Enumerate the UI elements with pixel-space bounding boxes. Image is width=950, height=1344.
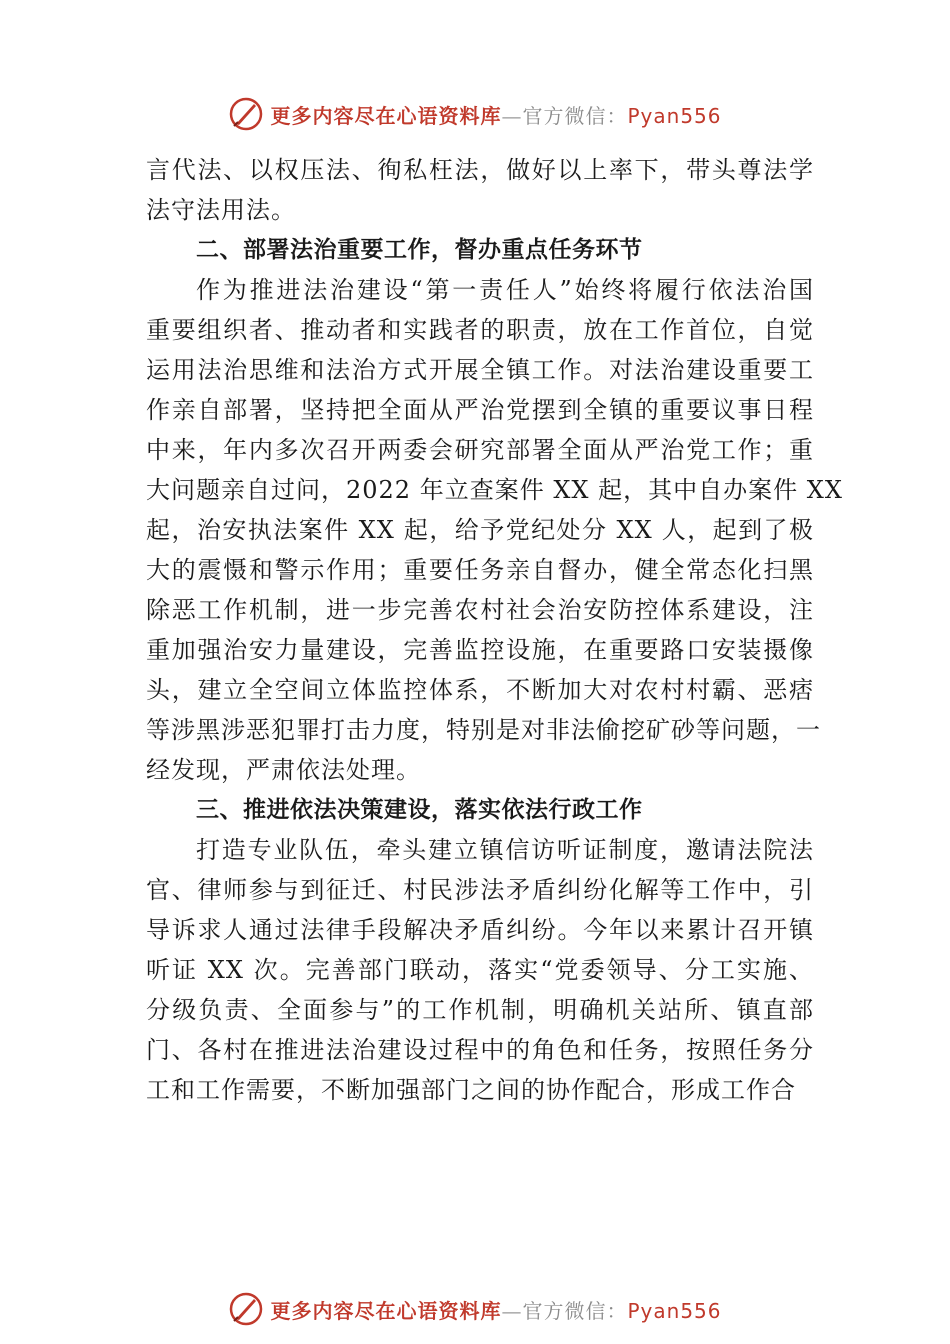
paragraph-line: 听证 XX 次。完善部门联动，落实“党委领导、分工实施、 bbox=[146, 956, 814, 984]
paragraph-line: 重要组织者、推动者和实践者的职责，放在工作首位，自觉 bbox=[146, 316, 814, 344]
banner-dash: — bbox=[501, 1298, 523, 1323]
quill-logo-icon bbox=[228, 1291, 264, 1327]
paragraph-line: 打造专业队伍，牵头建立镇信访听证制度，邀请法院法 bbox=[196, 836, 814, 864]
paragraph-line: 作为推进法治建设“第一责任人”始终将履行依法治国 bbox=[196, 276, 814, 304]
paragraph-line: 门、各村在推进法治建设过程中的角色和任务，按照任务分 bbox=[146, 1036, 814, 1064]
banner-wechat-id: Pyan556 bbox=[627, 1298, 722, 1323]
paragraph-line: 等涉黑涉恶犯罪打击力度，特别是对非法偷挖矿砂等问题，一 bbox=[146, 716, 821, 744]
paragraph-line: 重加强治安力量建设，完善监控设施，在重要路口安装摄像 bbox=[146, 636, 814, 664]
header-banner bbox=[0, 92, 950, 136]
paragraph-line: 言代法、以权压法、徇私枉法，做好以上率下，带头尊法学 bbox=[146, 156, 814, 184]
paragraph-line: 大的震慑和警示作用；重要任务亲自督办，健全常态化扫黑 bbox=[146, 556, 814, 584]
footer-banner bbox=[0, 1287, 950, 1331]
document-body bbox=[146, 150, 843, 1110]
paragraph-line: 工和工作需要，不断加强部门之间的协作配合，形成工作合 bbox=[146, 1076, 796, 1104]
banner-sub-label: 官方微信： bbox=[522, 103, 628, 128]
paragraph-line: 起，治安执法案件 XX 起，给予党纪处分 XX 人，起到了极 bbox=[146, 516, 814, 544]
quill-logo-icon bbox=[228, 96, 264, 132]
paragraph-line: 分级负责、全面参与”的工作机制，明确机关站所、镇直部 bbox=[146, 996, 814, 1024]
banner-label bbox=[270, 100, 721, 129]
paragraph-line: 运用法治思维和法治方式开展全镇工作。对法治建设重要工 bbox=[146, 356, 814, 384]
section-heading: 二、部署法治重要工作，督办重点任务环节 bbox=[196, 237, 643, 263]
paragraph-line: 导诉求人通过法律手段解决矛盾纠纷。今年以来累计召开镇 bbox=[146, 916, 814, 944]
banner-brand: 更多内容尽在心语资料库 bbox=[270, 1298, 502, 1323]
paragraph-line: 作亲自部署，坚持把全面从严治党摆到全镇的重要议事日程 bbox=[146, 396, 814, 424]
banner-wechat-id: Pyan556 bbox=[627, 103, 722, 128]
section-heading: 三、推进依法决策建设，落实依法行政工作 bbox=[196, 797, 643, 823]
banner-dash: — bbox=[501, 103, 523, 128]
paragraph-line: 中来，年内多次召开两委会研究部署全面从严治党工作；重 bbox=[146, 436, 814, 464]
paragraph-line: 大问题亲自过问，2022 年立查案件 XX 起，其中自办案件 XX bbox=[146, 476, 843, 504]
banner-label bbox=[270, 1295, 721, 1324]
paragraph-line: 经发现，严肃依法处理。 bbox=[146, 756, 421, 784]
paragraph-line: 除恶工作机制，进一步完善农村社会治安防控体系建设，注 bbox=[146, 596, 814, 624]
paragraph-line: 头，建立全空间立体监控体系，不断加大对农村村霸、恶痞 bbox=[146, 676, 814, 704]
paragraph-line: 官、律师参与到征迁、村民涉法矛盾纠纷化解等工作中，引 bbox=[146, 876, 814, 904]
paragraph-line: 法守法用法。 bbox=[146, 196, 296, 224]
banner-sub-label: 官方微信： bbox=[522, 1298, 628, 1323]
banner-brand: 更多内容尽在心语资料库 bbox=[270, 103, 502, 128]
